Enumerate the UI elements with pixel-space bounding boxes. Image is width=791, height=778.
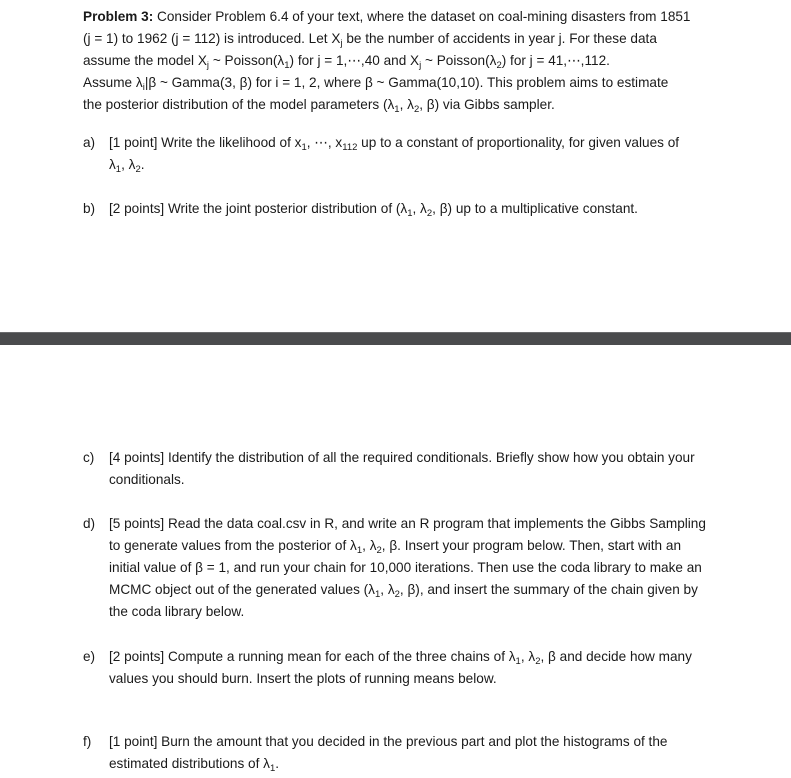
question-text: [2 points] Compute a running mean for each of the three chains of $\lambda_1$, $\lambda_2$, β and decide how many values you should burn. Insert the plots of running means below. [109,649,692,686]
question-f [83,731,763,775]
question-c [83,447,763,491]
question-text: [5 points] Read the data coal.csv in R, and write an R program that implements the Gibbs Sampling to generate values from the posterior of $\lambda_1$, $\lambda_2$, β. Insert your program below. Then, start with an initial value of β = 1, and run your chain for 10,000 iterations. Then use the coda library to make an MCMC object out of the generated values ($\lambda_1$, $\lambda_2$, β), and insert the summary of the chain given by the coda library below. [109,516,706,619]
intro-text: Consider Problem 6.4 of your text, where the dataset on coal-mining disasters from 1851 [157,9,691,24]
question-label: e) [83,649,96,664]
question-text: [2 points] Write the joint posterior distribution of ($\lambda_1$, $\lambda_2$, β) up to a multiplicative constant. [109,201,638,219]
question-b [83,198,763,220]
question-label: f) [83,734,92,749]
question-text: [1 point] Write the likelihood of $x_1$, ⋯, $x_{112}$ up to a constant of proportionality, for given values of $\lambda_1$, $\lambda_2$. [109,135,680,175]
problem-intro-line: (j = 1) to 1962 (j = 112) is introduced. Let $X_j$ be the number of accidents in year j. For these data [83,31,657,49]
question-label: c) [83,450,95,465]
question-e [83,646,763,690]
question-text: [4 points] Identify the distribution of all the required conditionals. Briefly show how you obtain your conditionals. [109,450,695,487]
problem-intro-line: assume the model $X_j$ ~ $Poisson(\lambda_1)$ for j = 1,⋯,40 and $X_j$ ~ $Poisson(\lambda_2)$ for j = 41,⋯,112. [83,53,610,71]
question-label: b) [83,201,96,216]
problem-intro-line: Assume $\lambda_i|\beta$ ~ Gamma(3, β) for i = 1, 2, where β ~ Gamma(10,10). This problem aims to estimate [83,75,669,93]
question-d [83,513,763,623]
question-label: a) [83,135,96,150]
question-a [83,132,763,176]
problem-heading: Problem 3: [83,9,154,24]
problem-statement [83,6,753,116]
question-label: d) [83,516,96,531]
problem-intro-line: the posterior distribution of the model parameters ($\lambda_1$, $\lambda_2$, β) via Gibbs sampler. [83,97,555,115]
question-text: [1 point] Burn the amount that you decided in the previous part and plot the histograms of the estimated distributions of $\lambda_1$. [109,734,668,774]
page-break-divider [0,332,791,345]
problem-intro-line [83,6,753,28]
